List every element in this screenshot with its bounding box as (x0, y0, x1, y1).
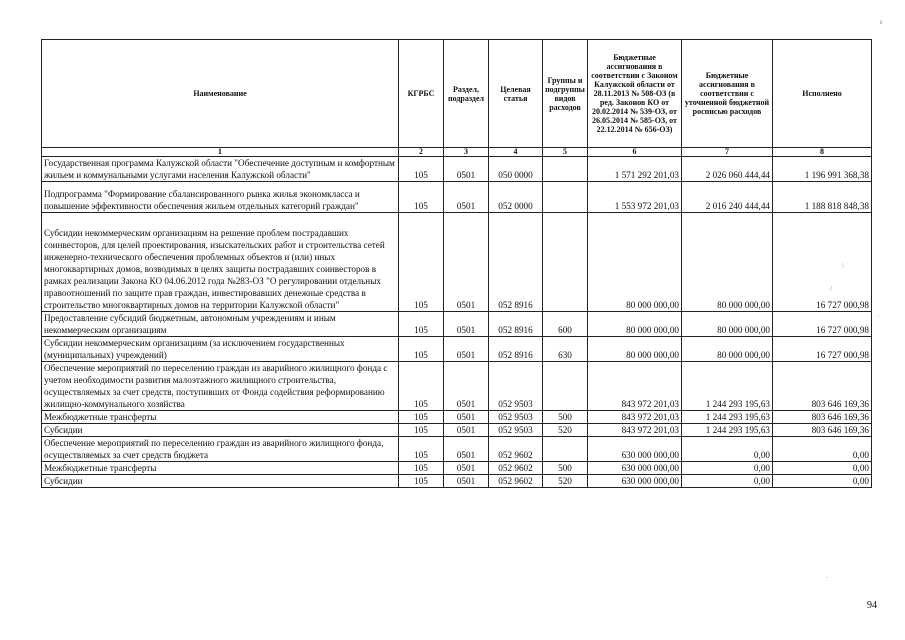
column-number: 5 (543, 148, 588, 157)
row-kgrbs: 105 (399, 337, 444, 362)
row-name: Предоставление субсидий бюджетным, автономным учреждениям и иным некоммерческим организациям (42, 312, 399, 337)
row-name: Межбюджетные трансферты (42, 462, 399, 475)
scan-speck: \ (842, 262, 844, 270)
row-law: 80 000 000,00 (588, 312, 682, 337)
row-section: 0501 (444, 337, 489, 362)
column-number: 1 (42, 148, 399, 157)
row-executed: 803 646 169,36 (773, 362, 872, 411)
scan-speck: / (830, 285, 832, 293)
table-row (42, 411, 872, 424)
row-refined: 80 000 000,00 (682, 213, 773, 312)
row-section: 0501 (444, 475, 489, 488)
row-name: Субсидии некоммерческим организациям на решение проблем пострадавших соинвесторов, для целей проектирования, изыскательских работ и строительства сетей инженерно-технического обеспечения проблемных объектов и (или) иных многоквартирных домов, возводимых в целях защиты пострадавших соинвесторов в рамках реализации Закона КО 04.06.2012 года №283-ОЗ "О регулировании отдельных правоотношений по защите прав граждан, инвестировавших денежные средства в строительство многоквартирных домов на территории Калужской области" (42, 213, 399, 312)
row-target: 052 9503 (489, 424, 543, 437)
row-vid (543, 362, 588, 411)
row-refined: 2 026 060 444,44 (682, 157, 773, 182)
row-section: 0501 (444, 312, 489, 337)
row-vid: 520 (543, 475, 588, 488)
row-section: 0501 (444, 362, 489, 411)
row-law: 843 972 201,03 (588, 424, 682, 437)
row-section: 0501 (444, 182, 489, 213)
row-kgrbs: 105 (399, 182, 444, 213)
table-row (42, 437, 872, 462)
column-number: 6 (588, 148, 682, 157)
row-law: 843 972 201,03 (588, 362, 682, 411)
table-row (42, 337, 872, 362)
row-name: Субсидии (42, 475, 399, 488)
row-target: 052 8916 (489, 337, 543, 362)
row-vid: 520 (543, 424, 588, 437)
table-row (42, 312, 872, 337)
row-executed: 16 727 000,98 (773, 213, 872, 312)
scan-mark: ε (880, 18, 883, 26)
header-target: Целевая статья (489, 40, 543, 148)
column-number: 7 (682, 148, 773, 157)
scan-speck: · (877, 313, 880, 321)
header-name: Наименование (42, 40, 399, 148)
row-law: 1 571 292 201,03 (588, 157, 682, 182)
row-vid (543, 157, 588, 182)
row-section: 0501 (444, 424, 489, 437)
row-target: 052 9602 (489, 437, 543, 462)
row-refined: 80 000 000,00 (682, 337, 773, 362)
row-name: Государственная программа Калужской области "Обеспечение доступным и комфортным жильем и коммунальными услугами населения Калужской области" (42, 157, 399, 182)
budget-sheet (41, 39, 871, 488)
header-executed: Исполнено (773, 40, 872, 148)
column-number-row (42, 148, 872, 157)
row-kgrbs: 105 (399, 157, 444, 182)
table-row (42, 157, 872, 182)
row-section: 0501 (444, 437, 489, 462)
column-number: 2 (399, 148, 444, 157)
row-kgrbs: 105 (399, 475, 444, 488)
scan-speck: · (826, 574, 829, 582)
row-executed: 803 646 169,36 (773, 424, 872, 437)
row-kgrbs: 105 (399, 411, 444, 424)
row-law: 630 000 000,00 (588, 437, 682, 462)
row-refined: 0,00 (682, 462, 773, 475)
header-row (42, 40, 872, 148)
row-executed: 0,00 (773, 475, 872, 488)
row-target: 052 9602 (489, 462, 543, 475)
row-name: Межбюджетные трансферты (42, 411, 399, 424)
row-name: Субсидии (42, 424, 399, 437)
row-name: Подпрограмма "Формирование сбалансированного рынка жилья экономкласса и повышение эффективности обеспечения жильем отдельных категорий граждан" (42, 182, 399, 213)
row-name: Обеспечение мероприятий по переселению граждан из аварийного жилищного фонда с учетом необходимости развития малоэтажного жилищного строительства, осуществляемых за счет средств, поступивших от Фонда содействия реформированию жилищно-коммунального хозяйства (42, 362, 399, 411)
row-executed: 16 727 000,98 (773, 312, 872, 337)
row-section: 0501 (444, 213, 489, 312)
header-kgrbs: КГРБС (399, 40, 444, 148)
header-refined: Бюджетные ассигнования в соответствии с уточненной бюджетной росписью расходов (682, 40, 773, 148)
header-section: Раздел, подраздел (444, 40, 489, 148)
row-refined: 2 016 240 444,44 (682, 182, 773, 213)
table-row (42, 462, 872, 475)
row-vid (543, 182, 588, 213)
row-executed: 0,00 (773, 462, 872, 475)
row-vid (543, 213, 588, 312)
row-kgrbs: 105 (399, 362, 444, 411)
row-refined: 1 244 293 195,63 (682, 362, 773, 411)
row-law: 843 972 201,03 (588, 411, 682, 424)
row-kgrbs: 105 (399, 437, 444, 462)
row-vid: 630 (543, 337, 588, 362)
row-vid: 600 (543, 312, 588, 337)
row-vid (543, 437, 588, 462)
row-law: 80 000 000,00 (588, 213, 682, 312)
table-row (42, 362, 872, 411)
row-refined: 1 244 293 195,63 (682, 424, 773, 437)
header-law: Бюджетные ассигнования в соответствии с Законом Калужской области от 28.11.2013 № 508-ОЗ (в ред. Законов КО от 20.02.2014 № 539-ОЗ, от 26.05.2014 № 585-ОЗ, от 22.12.2014 № 656-ОЗ) (588, 40, 682, 148)
row-law: 80 000 000,00 (588, 337, 682, 362)
row-name: Обеспечение мероприятий по переселению граждан из аварийного жилищного фонда, осуществляемых за счет средств бюджета (42, 437, 399, 462)
row-law: 630 000 000,00 (588, 475, 682, 488)
header-vid: Группы и подгруппы видов расходов (543, 40, 588, 148)
row-law: 1 553 972 201,03 (588, 182, 682, 213)
table-row (42, 475, 872, 488)
row-refined: 1 244 293 195,63 (682, 411, 773, 424)
row-refined: 0,00 (682, 437, 773, 462)
row-section: 0501 (444, 157, 489, 182)
row-kgrbs: 105 (399, 213, 444, 312)
table-row (42, 182, 872, 213)
row-executed: 0,00 (773, 437, 872, 462)
column-number: 8 (773, 148, 872, 157)
budget-table (41, 39, 872, 488)
row-kgrbs: 105 (399, 424, 444, 437)
row-kgrbs: 105 (399, 312, 444, 337)
row-target: 052 9503 (489, 411, 543, 424)
column-number: 4 (489, 148, 543, 157)
table-row (42, 424, 872, 437)
row-target: 052 0000 (489, 182, 543, 213)
table-row (42, 213, 872, 312)
row-target: 052 9602 (489, 475, 543, 488)
row-executed: 803 646 169,36 (773, 411, 872, 424)
column-number: 3 (444, 148, 489, 157)
row-kgrbs: 105 (399, 462, 444, 475)
row-vid: 500 (543, 411, 588, 424)
row-target: 052 8916 (489, 213, 543, 312)
row-executed: 1 188 818 848,38 (773, 182, 872, 213)
row-law: 630 000 000,00 (588, 462, 682, 475)
row-target: 050 0000 (489, 157, 543, 182)
page-number: 94 (867, 600, 877, 611)
row-target: 052 8916 (489, 312, 543, 337)
row-vid: 500 (543, 462, 588, 475)
row-target: 052 9503 (489, 362, 543, 411)
row-section: 0501 (444, 411, 489, 424)
row-refined: 80 000 000,00 (682, 312, 773, 337)
row-executed: 16 727 000,98 (773, 337, 872, 362)
row-name: Субсидии некоммерческим организациям (за исключением государственных (муниципальных) учреждений) (42, 337, 399, 362)
row-section: 0501 (444, 462, 489, 475)
row-refined: 0,00 (682, 475, 773, 488)
row-executed: 1 196 991 368,38 (773, 157, 872, 182)
